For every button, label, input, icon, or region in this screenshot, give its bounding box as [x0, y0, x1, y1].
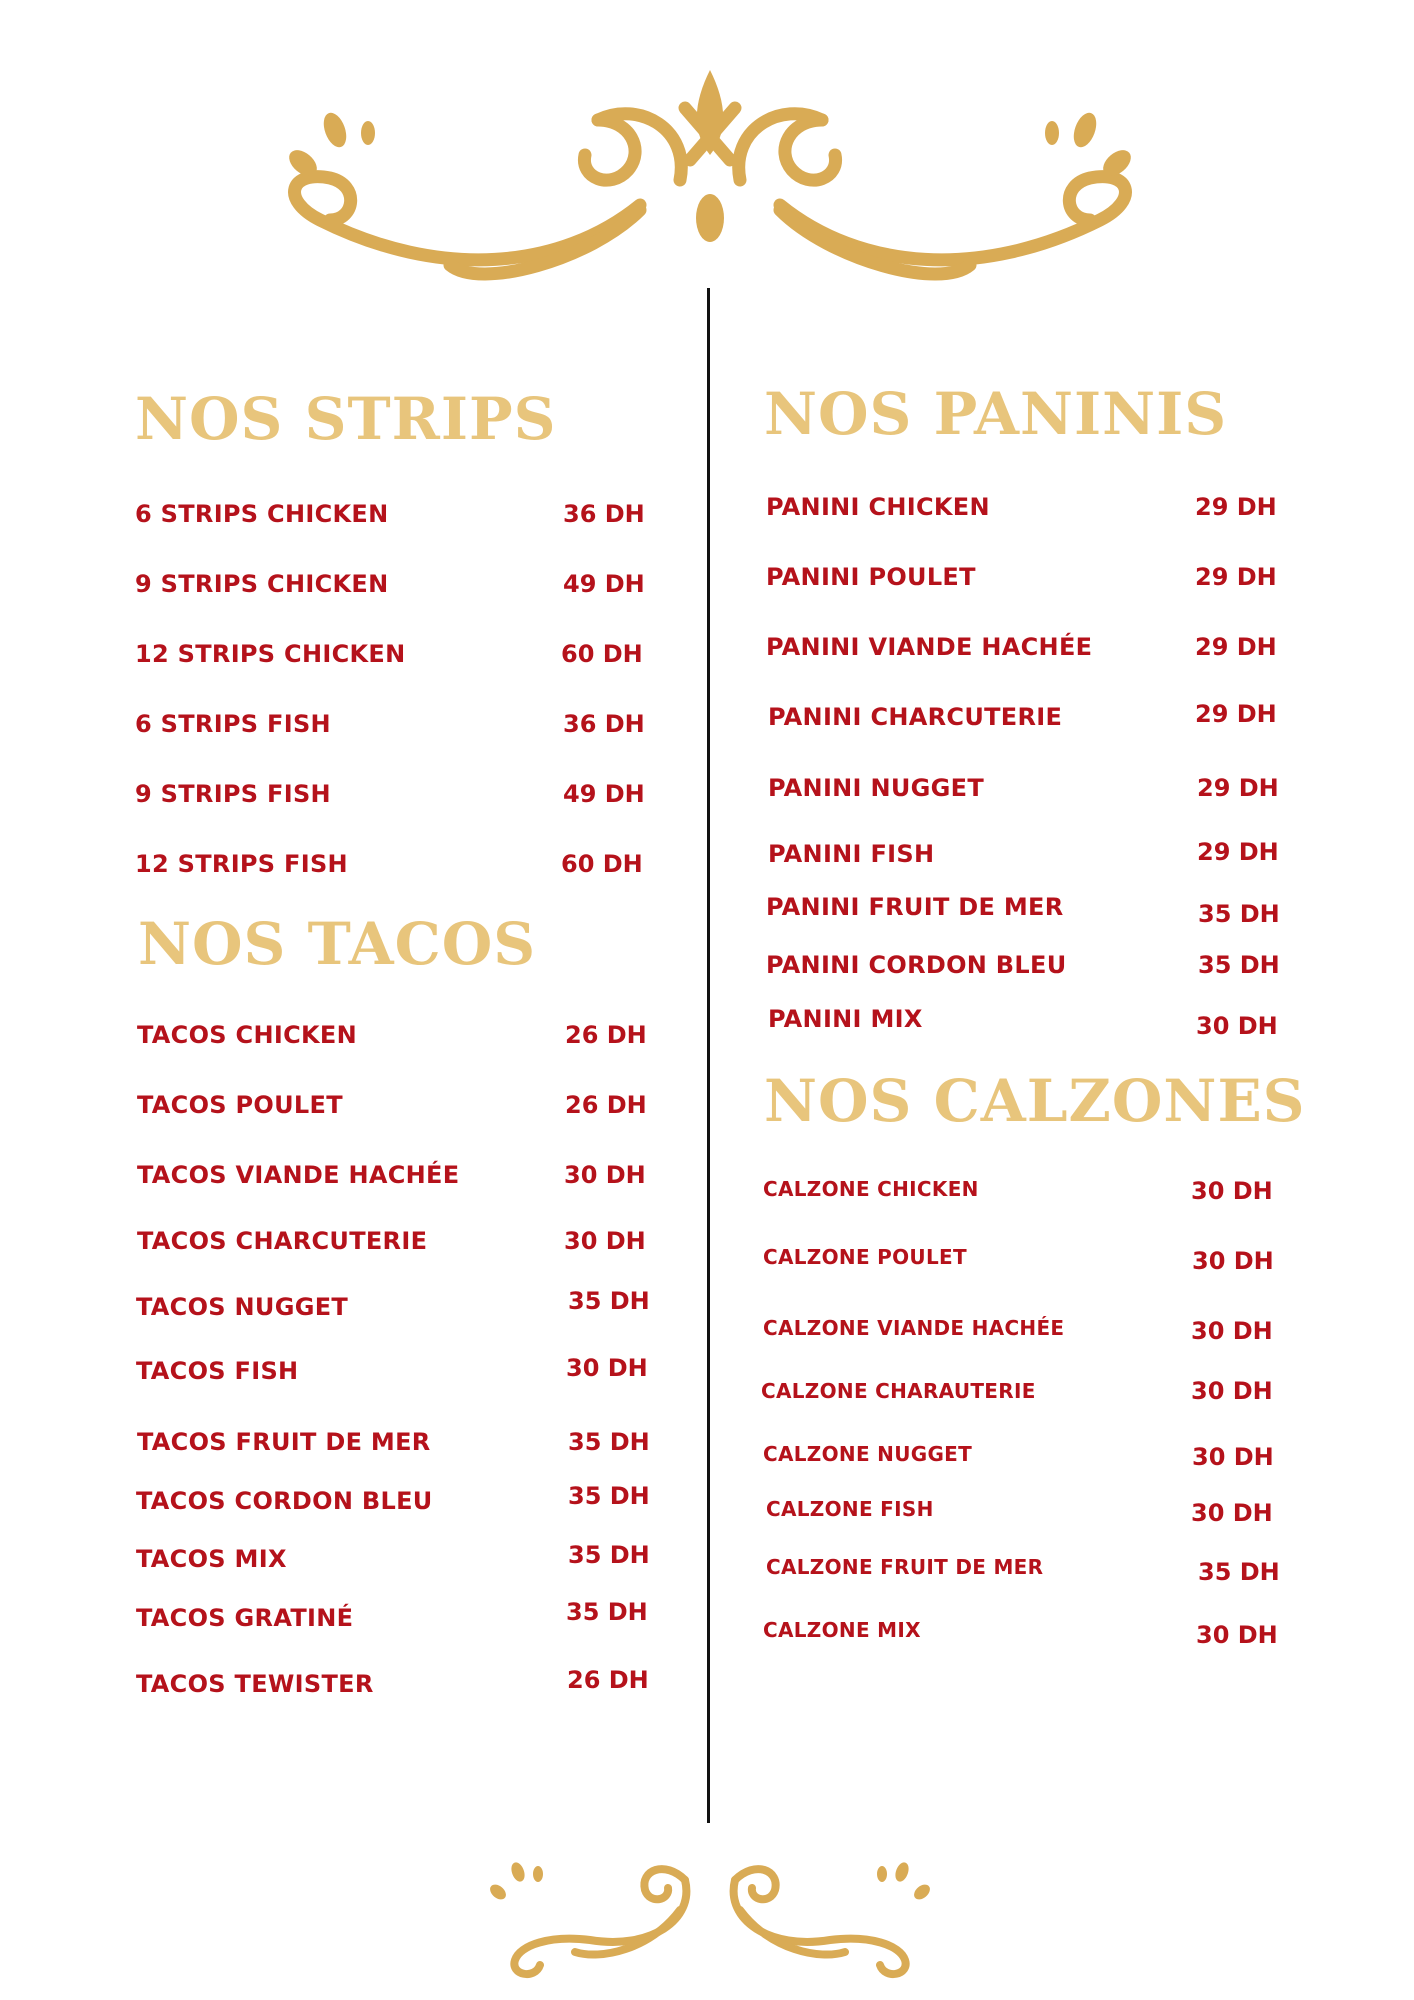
paninis-item-name: PANINI NUGGET — [768, 774, 984, 802]
calzones-item-name: CALZONE FISH — [766, 1497, 934, 1521]
tacos-item-name: TACOS VIANDE HACHÉE — [137, 1161, 460, 1189]
strips-item-name: 6 STRIPS FISH — [135, 710, 331, 738]
tacos-item-price: 30 DH — [564, 1227, 646, 1255]
tacos-item-name: TACOS POULET — [137, 1091, 343, 1119]
strips-item-price: 49 DH — [563, 780, 645, 808]
tacos-item-price: 26 DH — [565, 1091, 647, 1119]
strips-item-name: 12 STRIPS FISH — [135, 850, 348, 878]
tacos-item-price: 35 DH — [568, 1287, 650, 1315]
strips-item-name: 6 STRIPS CHICKEN — [135, 500, 389, 528]
strips-item-price: 36 DH — [563, 710, 645, 738]
paninis-item-name: PANINI CHARCUTERIE — [768, 703, 1063, 731]
top-ornament-flourish — [260, 60, 1160, 300]
calzones-item-name: CALZONE NUGGET — [763, 1442, 973, 1466]
paninis-item-price: 29 DH — [1195, 563, 1277, 591]
paninis-item-price: 35 DH — [1198, 900, 1280, 928]
tacos-item-price: 35 DH — [568, 1541, 650, 1569]
tacos-item-price: 35 DH — [568, 1482, 650, 1510]
calzones-item-price: 30 DH — [1196, 1621, 1278, 1649]
paninis-item-name: PANINI MIX — [768, 1005, 923, 1033]
calzones-item-price: 30 DH — [1191, 1499, 1273, 1527]
bottom-ornament-flourish — [480, 1840, 940, 1980]
calzones-item-price: 30 DH — [1191, 1317, 1273, 1345]
paninis-item-price: 29 DH — [1195, 633, 1277, 661]
calzones-item-name: CALZONE FRUIT DE MER — [766, 1555, 1044, 1579]
paninis-item-price: 35 DH — [1198, 951, 1280, 979]
strips-item-price: 60 DH — [561, 850, 643, 878]
strips-item-price: 60 DH — [561, 640, 643, 668]
tacos-item-name: TACOS CHICKEN — [137, 1021, 357, 1049]
tacos-item-name: TACOS FISH — [136, 1357, 299, 1385]
tacos-item-name: TACOS MIX — [136, 1545, 287, 1573]
tacos-item-price: 35 DH — [566, 1598, 648, 1626]
tacos-item-price: 26 DH — [565, 1021, 647, 1049]
paninis-item-name: PANINI FRUIT DE MER — [766, 893, 1064, 921]
strips-item-name: 9 STRIPS CHICKEN — [135, 570, 389, 598]
paninis-item-price: 29 DH — [1197, 774, 1279, 802]
strips-item-price: 36 DH — [563, 500, 645, 528]
tacos-item-price: 30 DH — [566, 1354, 648, 1382]
paninis-item-name: PANINI CHICKEN — [766, 493, 990, 521]
tacos-item-name: TACOS CHARCUTERIE — [137, 1227, 428, 1255]
tacos-item-price: 35 DH — [568, 1428, 650, 1456]
paninis-item-price: 29 DH — [1197, 838, 1279, 866]
calzones-item-name: CALZONE CHICKEN — [763, 1177, 979, 1201]
strips-item-price: 49 DH — [563, 570, 645, 598]
tacos-item-name: TACOS FRUIT DE MER — [137, 1428, 431, 1456]
calzones-item-price: 35 DH — [1198, 1558, 1280, 1586]
calzones-heading: NOS CALZONES — [764, 1067, 1306, 1135]
tacos-item-price: 30 DH — [564, 1161, 646, 1189]
calzones-item-price: 30 DH — [1191, 1377, 1273, 1405]
paninis-item-price: 30 DH — [1196, 1012, 1278, 1040]
tacos-item-price: 26 DH — [567, 1666, 649, 1694]
tacos-item-name: TACOS CORDON BLEU — [136, 1487, 433, 1515]
strips-item-name: 9 STRIPS FISH — [135, 780, 331, 808]
calzones-item-price: 30 DH — [1192, 1443, 1274, 1471]
calzones-item-price: 30 DH — [1192, 1247, 1274, 1275]
calzones-item-price: 30 DH — [1191, 1177, 1273, 1205]
tacos-heading: NOS TACOS — [138, 910, 537, 978]
strips-item-name: 12 STRIPS CHICKEN — [135, 640, 406, 668]
paninis-item-price: 29 DH — [1195, 700, 1277, 728]
tacos-item-name: TACOS NUGGET — [136, 1293, 349, 1321]
strips-heading: NOS STRIPS — [135, 385, 557, 453]
paninis-item-price: 29 DH — [1195, 493, 1277, 521]
paninis-item-name: PANINI FISH — [768, 840, 935, 868]
calzones-item-name: CALZONE CHARAUTERIE — [761, 1379, 1036, 1403]
tacos-item-name: TACOS GRATINÉ — [136, 1604, 354, 1632]
paninis-heading: NOS PANINIS — [764, 380, 1228, 448]
paninis-item-name: PANINI VIANDE HACHÉE — [766, 633, 1093, 661]
calzones-item-name: CALZONE MIX — [763, 1618, 921, 1642]
tacos-item-name: TACOS TEWISTER — [136, 1670, 374, 1698]
column-divider — [707, 288, 710, 1823]
calzones-item-name: CALZONE VIANDE HACHÉE — [763, 1316, 1065, 1340]
paninis-item-name: PANINI POULET — [766, 563, 976, 591]
paninis-item-name: PANINI CORDON BLEU — [766, 951, 1067, 979]
calzones-item-name: CALZONE POULET — [763, 1245, 967, 1269]
